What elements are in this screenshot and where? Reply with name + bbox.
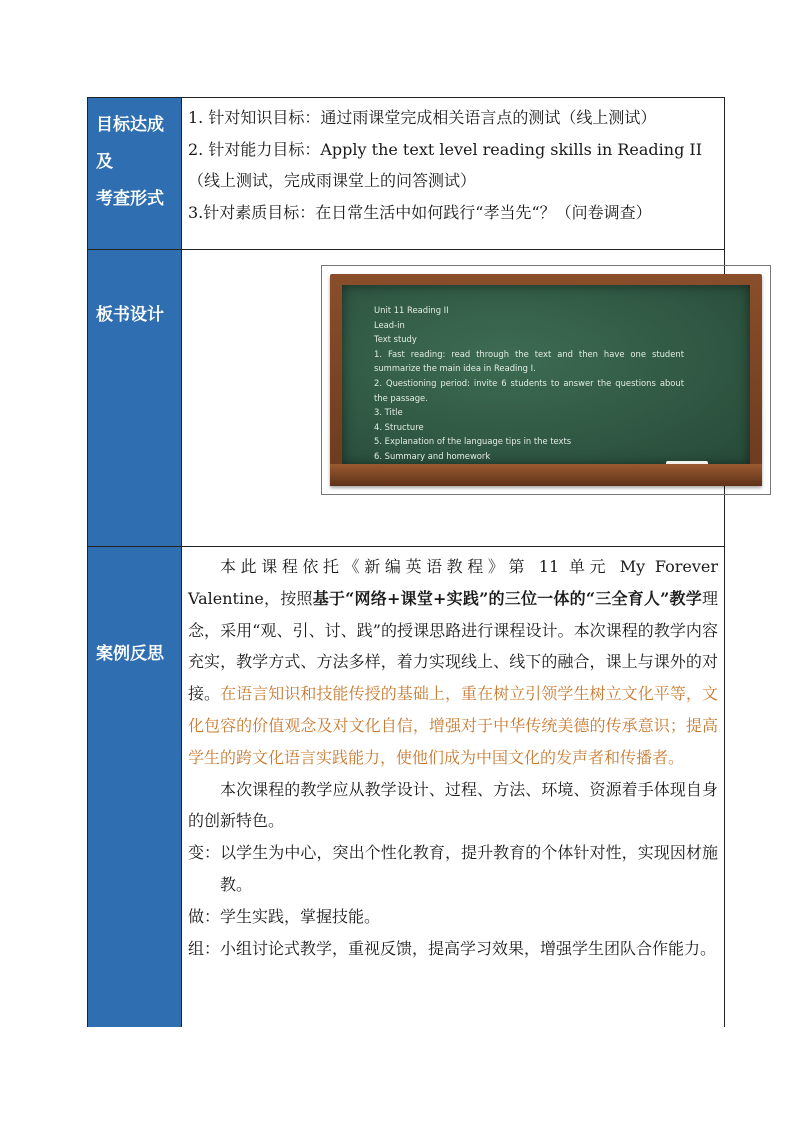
reflection-content bbox=[182, 547, 724, 1027]
chalkboard-image bbox=[321, 265, 771, 495]
reflection-text: 理念，采用“观、引、讨、践”的授课思路进行课程设计。本次课程的教学内容充实，教学方式、方法多样，着力实现线上、线下的融合，课上与课外的对接。 bbox=[188, 588, 718, 704]
reflection-paragraph: 本次课程的教学应从教学设计、过程、方法、环境、资源着手体现自身的创新特色。 bbox=[188, 779, 718, 831]
reflection-highlight-text: 在语言知识和技能传授的基础上，重在树立引领学生树立文化平等，文化包容的价值观念及对文化自信，增强对于中华传统美德的传承意识；提高学生的跨文化语言实践能力，使他们成为中国文化的发声者和传播者。 bbox=[188, 684, 718, 767]
chalkboard-ledge bbox=[330, 464, 762, 486]
reflection-text: 本此课程依托《新编英语教程》第 11 单元 My Forever Valentine，按照 bbox=[188, 557, 718, 608]
reflection-label: 案例反思 bbox=[88, 547, 182, 1027]
label-line: 及 bbox=[96, 152, 113, 172]
reflection-paragraph bbox=[188, 551, 718, 774]
assessment-row bbox=[88, 97, 724, 249]
label-line: 目标达成 bbox=[96, 115, 164, 135]
board-design-content bbox=[182, 250, 724, 546]
label-line: 考查形式 bbox=[96, 189, 164, 209]
board-line: Text study bbox=[374, 334, 417, 345]
board-line: 3. Title bbox=[374, 407, 403, 418]
reflection-row bbox=[88, 546, 724, 1027]
lesson-plan-table bbox=[87, 97, 725, 1027]
reflection-point: 做：学生实践，掌握技能。 bbox=[188, 906, 381, 926]
assessment-item: 1. 针对知识目标：通过雨课堂完成相关语言点的测试（线上测试） bbox=[188, 108, 657, 127]
assessment-content bbox=[182, 98, 724, 249]
assessment-item: 2. 针对能力目标：Apply the text level reading skills in Reading II（线上测试，完成雨课堂上的问答测试） bbox=[188, 139, 703, 190]
board-line: 2. Questioning period: invite 6 students to answer the questions about the passage. bbox=[374, 377, 684, 403]
board-design-row bbox=[88, 249, 724, 546]
board-line: 1. Fast reading: read through the text and then have one student summarize the main idea in Reading I. bbox=[374, 348, 684, 374]
assessment-label bbox=[88, 98, 182, 249]
board-line: 4. Structure bbox=[374, 421, 424, 432]
reflection-bold-text: 基于“网络+课堂+实践”的三位一体的“三全育人”教学 bbox=[312, 588, 702, 608]
chalkboard-surface bbox=[342, 285, 750, 465]
chalkboard-frame bbox=[330, 274, 762, 486]
reflection-point: 组：小组讨论式教学，重视反馈，提高学习效果，增强学生团队合作能力。 bbox=[188, 938, 717, 958]
reflection-point: 变：以学生为中心，突出个性化教育，提升教育的个体针对性，实现因材施教。 bbox=[188, 843, 718, 894]
board-line: Lead-in bbox=[374, 319, 405, 330]
chalkboard-text bbox=[374, 303, 684, 464]
board-line: Unit 11 Reading II bbox=[374, 305, 449, 315]
board-line: 5. Explanation of the language tips in the texts bbox=[374, 436, 572, 447]
assessment-item: 3.针对素质目标：在日常生活中如何践行“孝当先“？（问卷调查） bbox=[188, 202, 652, 222]
board-design-label: 板书设计 bbox=[88, 250, 182, 546]
board-line: 6. Summary and homework bbox=[374, 450, 491, 461]
